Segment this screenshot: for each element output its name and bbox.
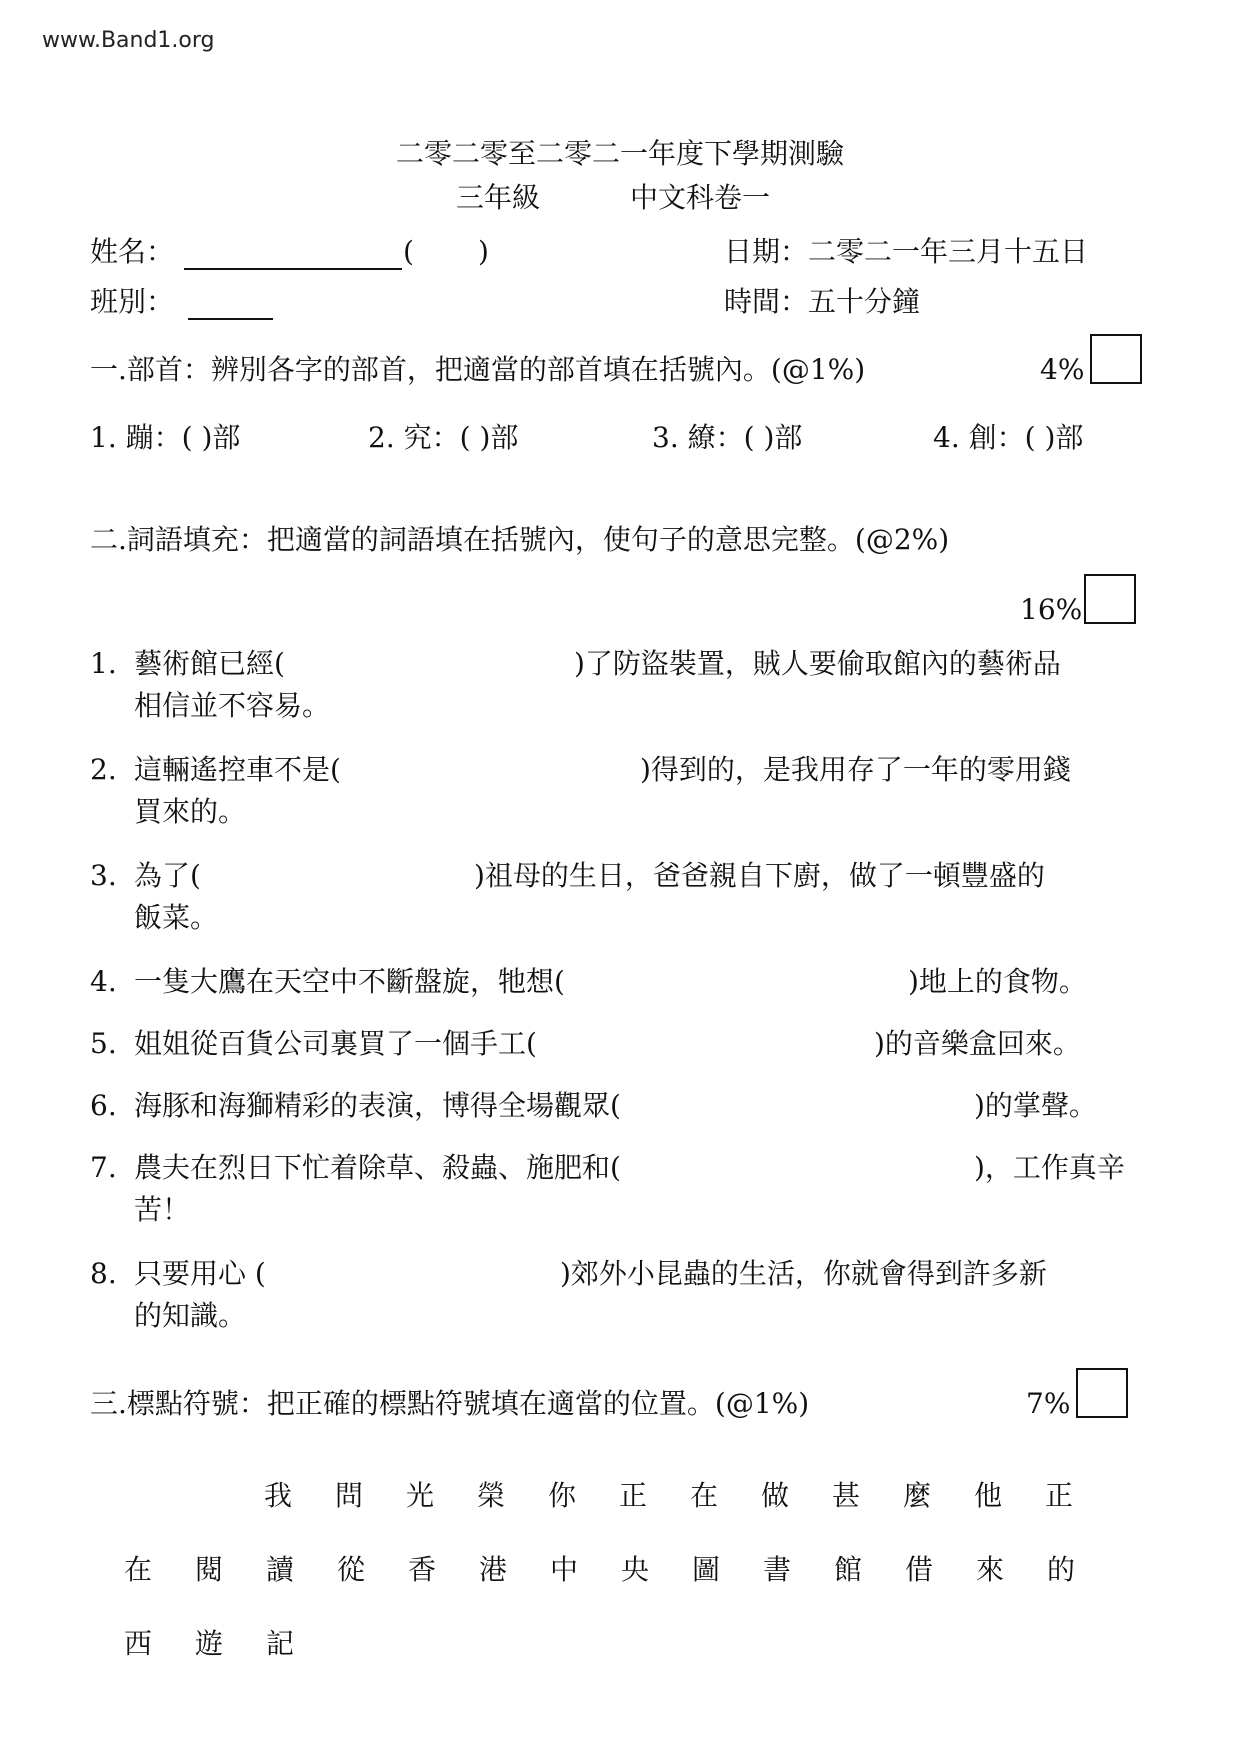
q2-item-6-number: 6. <box>90 1089 117 1122</box>
section2-score: 16% <box>1020 593 1083 626</box>
q2-item-3-text-c: 飯菜。 <box>134 901 219 934</box>
section1-score-box[interactable] <box>1090 334 1142 384</box>
section3-score-box[interactable] <box>1076 1368 1128 1418</box>
char: 書 <box>763 1553 792 1586</box>
char: 正 <box>619 1479 648 1512</box>
section3-score: 7% <box>1026 1387 1071 1420</box>
section2-heading: 二.詞語填充：把適當的詞語填在括號內，使句子的意思完整。(@2%) <box>90 523 950 556</box>
char: 圖 <box>692 1553 721 1586</box>
q2-item-8-text-c: 的知識。 <box>134 1299 247 1332</box>
q2-item-2-number: 2. <box>90 753 117 786</box>
q2-item-5-text-b: )的音樂盒回來。 <box>874 1027 1081 1060</box>
char: 問 <box>335 1479 364 1512</box>
punctuation-row-3[interactable] <box>124 1624 337 1664</box>
q2-item-2-text-c: 買來的。 <box>134 795 247 828</box>
q2-item-2-text-b: )得到的，是我用存了一年的零用錢 <box>640 753 1071 786</box>
section1-item-4[interactable]: 4. 創：( )部 <box>933 421 1084 454</box>
char: 榮 <box>477 1479 506 1512</box>
char: 閱 <box>195 1553 224 1586</box>
q2-item-7-text-c: 苦！ <box>134 1193 191 1226</box>
char: 甚 <box>832 1479 861 1512</box>
q2-item-5-text-a: 姐姐從百貨公司裏買了一個手工( <box>134 1027 537 1060</box>
char: 中 <box>550 1553 579 1586</box>
q2-item-2-text-a: 這輛遙控車不是( <box>134 753 341 786</box>
grade-label: 三年級 <box>456 181 541 214</box>
char: 記 <box>266 1627 295 1660</box>
q2-item-7-number: 7. <box>90 1151 117 1184</box>
char: 從 <box>337 1553 366 1586</box>
q2-item-1-number: 1. <box>90 647 117 680</box>
q2-item-3-text-b: )祖母的生日，爸爸親自下廚，做了一頓豐盛的 <box>474 859 1045 892</box>
char: 做 <box>761 1479 790 1512</box>
section1-heading: 一.部首：辨別各字的部首，把適當的部首填在括號內。(@1%) <box>90 353 866 386</box>
watermark-url: www.Band1.org <box>42 28 215 53</box>
char: 在 <box>690 1479 719 1512</box>
section1-score: 4% <box>1040 353 1085 386</box>
q2-item-3-text-a: 為了( <box>134 859 201 892</box>
char: 光 <box>406 1479 435 1512</box>
char: 遊 <box>195 1627 224 1660</box>
time-text: 時間：五十分鐘 <box>724 285 921 318</box>
char: 借 <box>905 1553 934 1586</box>
date-text: 日期：二零二一年三月十五日 <box>724 235 1089 268</box>
section1-item-3[interactable]: 3. 繚：( )部 <box>652 421 803 454</box>
q2-item-8-text-a: 只要用心 ( <box>134 1257 266 1290</box>
q2-item-1-text-b: )了防盜裝置，賊人要偷取館內的藝術品 <box>574 647 1061 680</box>
section2-score-box[interactable] <box>1084 574 1136 624</box>
char: 香 <box>408 1553 437 1586</box>
q2-item-5-number: 5. <box>90 1027 117 1060</box>
section1-item-1[interactable]: 1. 蹦：( )部 <box>90 421 241 454</box>
char: 西 <box>124 1627 153 1660</box>
name-field[interactable] <box>184 234 402 270</box>
exam-title: 二零二零至二零二一年度下學期測驗 <box>395 137 844 170</box>
char: 正 <box>1045 1479 1074 1512</box>
q2-item-4-text-a: 一隻大鷹在天空中不斷盤旋，牠想( <box>134 965 565 998</box>
punctuation-row-2[interactable] <box>124 1550 1118 1590</box>
punctuation-row-1[interactable] <box>264 1476 1116 1516</box>
q2-item-7-text-a: 農夫在烈日下忙着除草、殺蟲、施肥和( <box>134 1151 621 1184</box>
q2-item-7-text-b: )，工作真辛 <box>974 1151 1125 1184</box>
name-paren-close: ) <box>478 235 489 268</box>
section1-item-2[interactable]: 2. 究：( )部 <box>368 421 519 454</box>
class-label: 班別： <box>90 285 175 318</box>
section3-heading: 三.標點符號：把正確的標點符號填在適當的位置。(@1%) <box>90 1387 810 1420</box>
char: 你 <box>548 1479 577 1512</box>
q2-item-1-text-c: 相信並不容易。 <box>134 689 331 722</box>
q2-item-4-text-b: )地上的食物。 <box>908 965 1087 998</box>
q2-item-8-number: 8. <box>90 1257 117 1290</box>
q2-item-6-text-b: )的掌聲。 <box>974 1089 1097 1122</box>
name-label: 姓名： <box>90 235 175 268</box>
q2-item-8-text-b: )郊外小昆蟲的生活，你就會得到許多新 <box>560 1257 1047 1290</box>
char: 港 <box>479 1553 508 1586</box>
q2-item-3-number: 3. <box>90 859 117 892</box>
char: 央 <box>621 1553 650 1586</box>
char: 在 <box>124 1553 153 1586</box>
char: 來 <box>976 1553 1005 1586</box>
subject-label: 中文科卷一 <box>630 181 771 214</box>
q2-item-1-text-a: 藝術館已經( <box>134 647 285 680</box>
char: 我 <box>264 1479 293 1512</box>
char: 他 <box>974 1479 1003 1512</box>
char: 的 <box>1047 1553 1076 1586</box>
class-field[interactable] <box>188 284 273 320</box>
char: 麼 <box>903 1479 932 1512</box>
char: 館 <box>834 1553 863 1586</box>
char: 讀 <box>266 1553 295 1586</box>
q2-item-4-number: 4. <box>90 965 117 998</box>
q2-item-6-text-a: 海豚和海獅精彩的表演，博得全場觀眾( <box>134 1089 621 1122</box>
name-paren-open: ( <box>403 235 414 268</box>
